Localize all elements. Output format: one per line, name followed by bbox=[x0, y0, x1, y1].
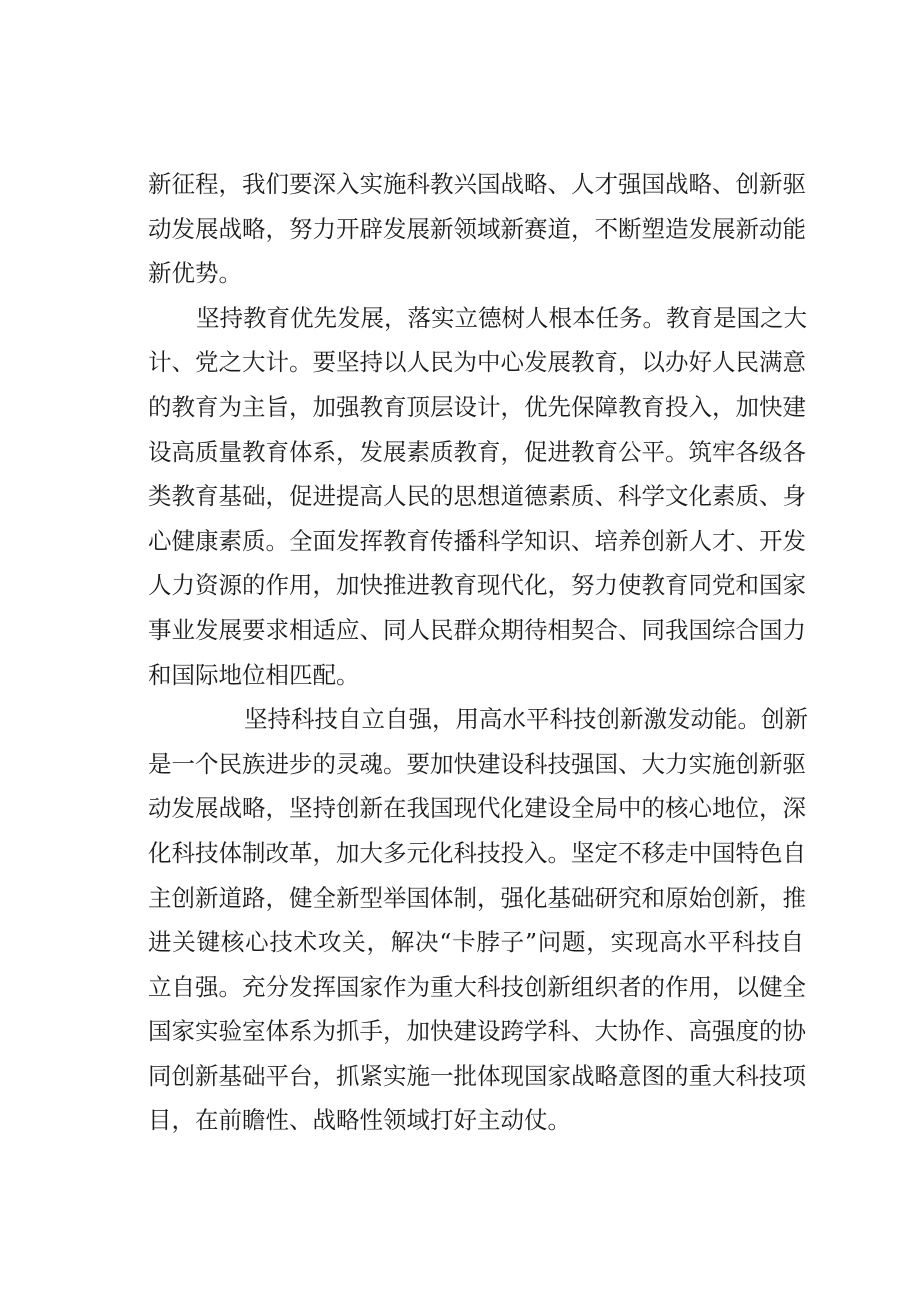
paragraph-line: 动发展战略，努力开辟发展新领域新赛道，不断塑造发展新动能 bbox=[148, 214, 806, 243]
paragraph-line: 进关键核心技术攻关，解决“卡脖子”问题，实现高水平科技自 bbox=[148, 928, 804, 957]
paragraph-line: 坚持教育优先发展，落实立德树人根本任务。教育是国之大 bbox=[196, 303, 807, 332]
paragraph-line: 计、党之大计。要坚持以人民为中心发展教育，以办好人民满意 bbox=[148, 348, 806, 377]
paragraph-line: 事业发展要求相适应、同人民群众期待相契合、同我国综合国力 bbox=[148, 615, 806, 644]
paragraph-line: 的教育为主旨，加强教育顶层设计，优先保障教育投入，加快建 bbox=[148, 392, 806, 421]
paragraph-1 bbox=[148, 162, 804, 296]
paragraph-line: 类教育基础，促进提高人民的思想道德素质、科学文化素质、身 bbox=[148, 482, 806, 511]
paragraph-line: 坚持科技自立自强，用高水平科技创新激发动能。创新 bbox=[244, 705, 808, 734]
paragraph-line: 设高质量教育体系，发展素质教育，促进教育公平。筑牢各级各 bbox=[148, 437, 806, 466]
paragraph-3 bbox=[148, 697, 808, 1143]
paragraph-line: 新征程，我们要深入实施科教兴国战略、人才强国战略、创新驱 bbox=[148, 170, 806, 198]
paragraph-line: 同创新基础平台，抓紧实施一批体现国家战略意图的重大科技项 bbox=[148, 1061, 806, 1090]
paragraph-line: 是一个民族进步的灵魂。要加快建设科技强国、大力实施创新驱 bbox=[148, 749, 806, 778]
paragraph-line: 心健康素质。全面发挥教育传播科学知识、培养创新人才、开发 bbox=[148, 526, 806, 555]
paragraph-line: 目，在前瞻性、战略性领域打好主动仗。 bbox=[148, 1106, 571, 1135]
paragraph-2 bbox=[148, 296, 807, 697]
document-body bbox=[148, 162, 808, 1143]
paragraph-line: 新优势。 bbox=[148, 259, 242, 288]
paragraph-line: 动发展战略，坚持创新在我国现代化建设全局中的核心地位，深 bbox=[148, 794, 806, 823]
paragraph-line: 和国际地位相匹配。 bbox=[148, 660, 360, 689]
paragraph-line: 立自强。充分发挥国家作为重大科技创新组织者的作用，以健全 bbox=[148, 972, 806, 1001]
paragraph-line: 国家实验室体系为抓手，加快建设跨学科、大协作、高强度的协 bbox=[148, 1017, 806, 1046]
paragraph-line: 主创新道路，健全新型举国体制，强化基础研究和原始创新，推 bbox=[148, 883, 806, 912]
paragraph-line: 人力资源的作用，加快推进教育现代化，努力使教育同党和国家 bbox=[148, 571, 806, 600]
paragraph-line: 化科技体制改革，加大多元化科技投入。坚定不移走中国特色自 bbox=[148, 838, 806, 867]
